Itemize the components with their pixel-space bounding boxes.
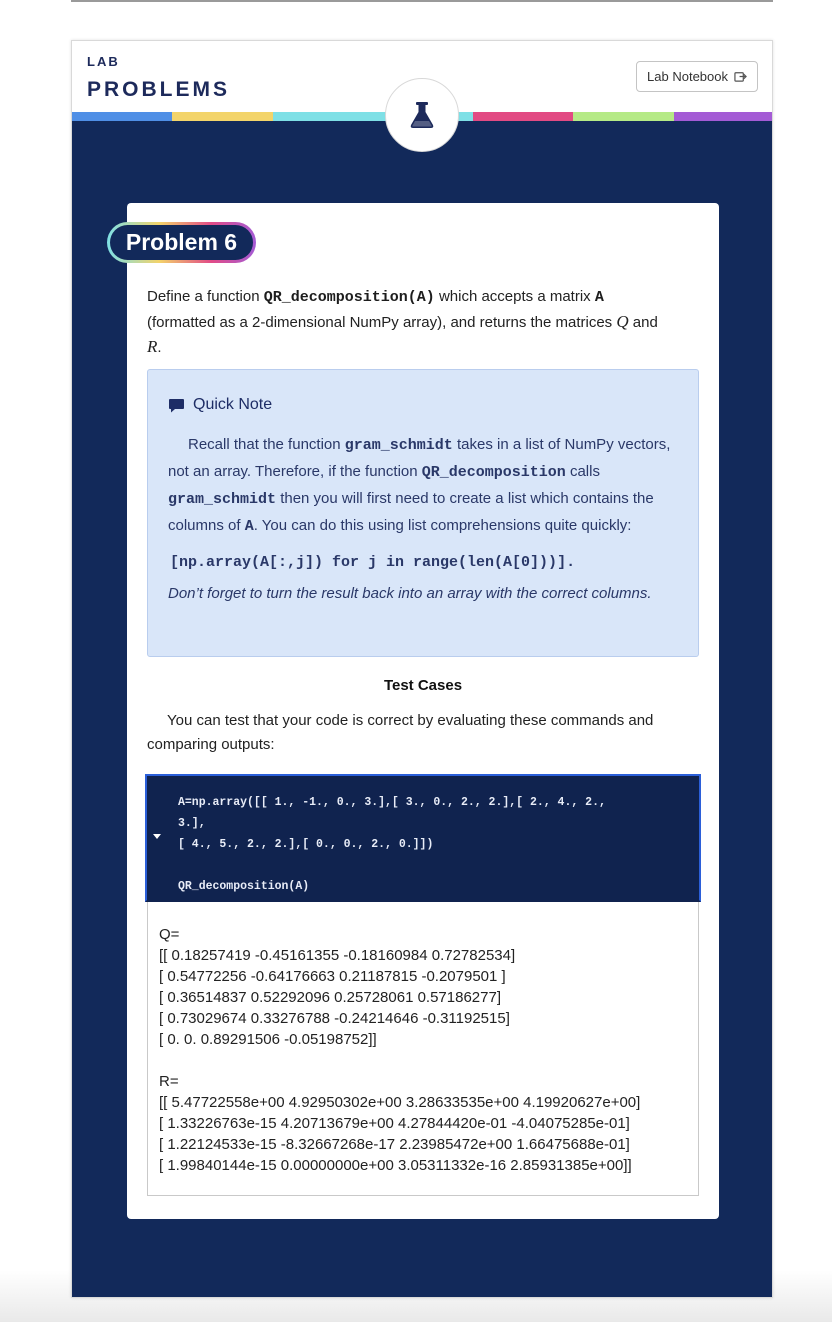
speech-bubble-icon (168, 397, 185, 414)
content-background (72, 121, 773, 1298)
lab-label: LAB (87, 54, 120, 69)
note-reminder: Don’t forget to turn the result back into an array with the correct columns. (168, 585, 652, 602)
strip-segment (273, 112, 373, 121)
matrix-q: Q (616, 312, 629, 331)
note-text: takes in a list of NumPy vectors, not an array. Therefore, if the function (168, 436, 671, 480)
test-cases-intro: You can test that your code is correct by evaluating these commands and comparing outputs: (147, 712, 654, 753)
flask-icon (407, 100, 437, 130)
output-row: [ 1.33226763e-15 4.20713679e+00 4.27844420e-01 -4.04075285e-01] (159, 1115, 630, 1132)
q-label: Q= (159, 926, 180, 943)
lab-frame (71, 40, 773, 1298)
test-cases-heading: Test Cases (383, 677, 463, 694)
strip-segment (72, 112, 172, 121)
strip-segment (573, 112, 673, 121)
quick-note-body (168, 432, 678, 540)
quick-note-title: Quick Note (193, 396, 273, 413)
strip-segment (172, 112, 272, 121)
note-code: gram_schmidt (344, 437, 453, 454)
output-row: [[ 5.47722558e+00 4.92950302e+00 3.28633535e+00 4.19920627e+00] (159, 1094, 641, 1111)
snippet-period: . (566, 554, 576, 571)
code-output (147, 902, 699, 1196)
note-code: gram_schmidt (168, 491, 277, 508)
code-cell[interactable] (145, 774, 701, 902)
external-link-icon (734, 70, 747, 83)
output-row: [ 1.22124533e-15 -8.32667268e-17 2.23985472e+00 1.66475688e-01] (159, 1136, 630, 1153)
problems-title: PROBLEMS (87, 78, 231, 101)
output-row: [ 1.99840144e-15 0.00000000e+00 3.05311332e-16 2.85931385e+00]] (159, 1157, 632, 1174)
statement-text: and (628, 314, 658, 331)
collapse-caret-icon[interactable] (153, 834, 161, 839)
note-code-snippet (170, 554, 678, 571)
lab-notebook-label: Lab Notebook (647, 69, 728, 84)
strip-segment (473, 112, 573, 121)
code-line: QR_decomposition(A) (178, 880, 310, 893)
top-divider (71, 0, 773, 2)
r-label: R= (159, 1073, 179, 1090)
statement-text: (formatted as a 2-dimensional NumPy array), and returns the matrices (147, 314, 617, 331)
note-text: then you will first need to create a list which contains the columns of (168, 490, 654, 534)
output-row: [ 0.36514837 0.52292096 0.25728061 0.57186277] (159, 989, 501, 1006)
code-line: [ 4., 5., 2., 2.],[ 0., 0., 2., 0.]]) (178, 838, 434, 851)
code-line: A=np.array([[ 1., -1., 0., 3.],[ 3., 0., 2., 2.],[ 2., 4., 2., (178, 796, 606, 809)
note-text: Recall that the function (188, 436, 345, 453)
quick-note-header (168, 396, 678, 414)
statement-text: Define a function (147, 288, 264, 305)
output-row: [[ 0.18257419 -0.45161355 -0.18160984 0.72782534] (159, 947, 516, 964)
problem-badge-label: Problem 6 (110, 225, 253, 260)
note-code: A (244, 518, 254, 535)
flask-badge (385, 78, 459, 152)
output-row: [ 0. 0. 0.89291506 -0.05198752]] (159, 1031, 377, 1048)
note-text: calls (565, 463, 600, 480)
output-row: [ 0.73029674 0.33276788 -0.24214646 -0.31192515] (159, 1010, 510, 1027)
strip-segment (674, 112, 773, 121)
snippet-code: [np.array(A[:,j]) for j in range(len(A[0]))] (170, 554, 567, 571)
function-name: QR_decomposition(A) (263, 289, 435, 306)
code-line: 3.], (178, 817, 206, 830)
quick-note (147, 369, 699, 657)
note-code: QR_decomposition (421, 464, 566, 481)
problem-card (127, 203, 719, 1219)
matrix-r: R (147, 337, 158, 356)
matrix-name: A (594, 289, 604, 306)
problem-badge (107, 222, 256, 263)
note-text: . You can do this using list comprehensions quite quickly: (253, 517, 632, 534)
output-row: [ 0.54772256 -0.64176663 0.21187815 -0.2079501 ] (159, 968, 506, 985)
lab-notebook-button[interactable] (636, 61, 758, 92)
statement-text: which accepts a matrix (434, 288, 595, 305)
lab-header (72, 41, 772, 121)
statement-period: . (157, 339, 162, 356)
problem-statement (147, 285, 702, 360)
